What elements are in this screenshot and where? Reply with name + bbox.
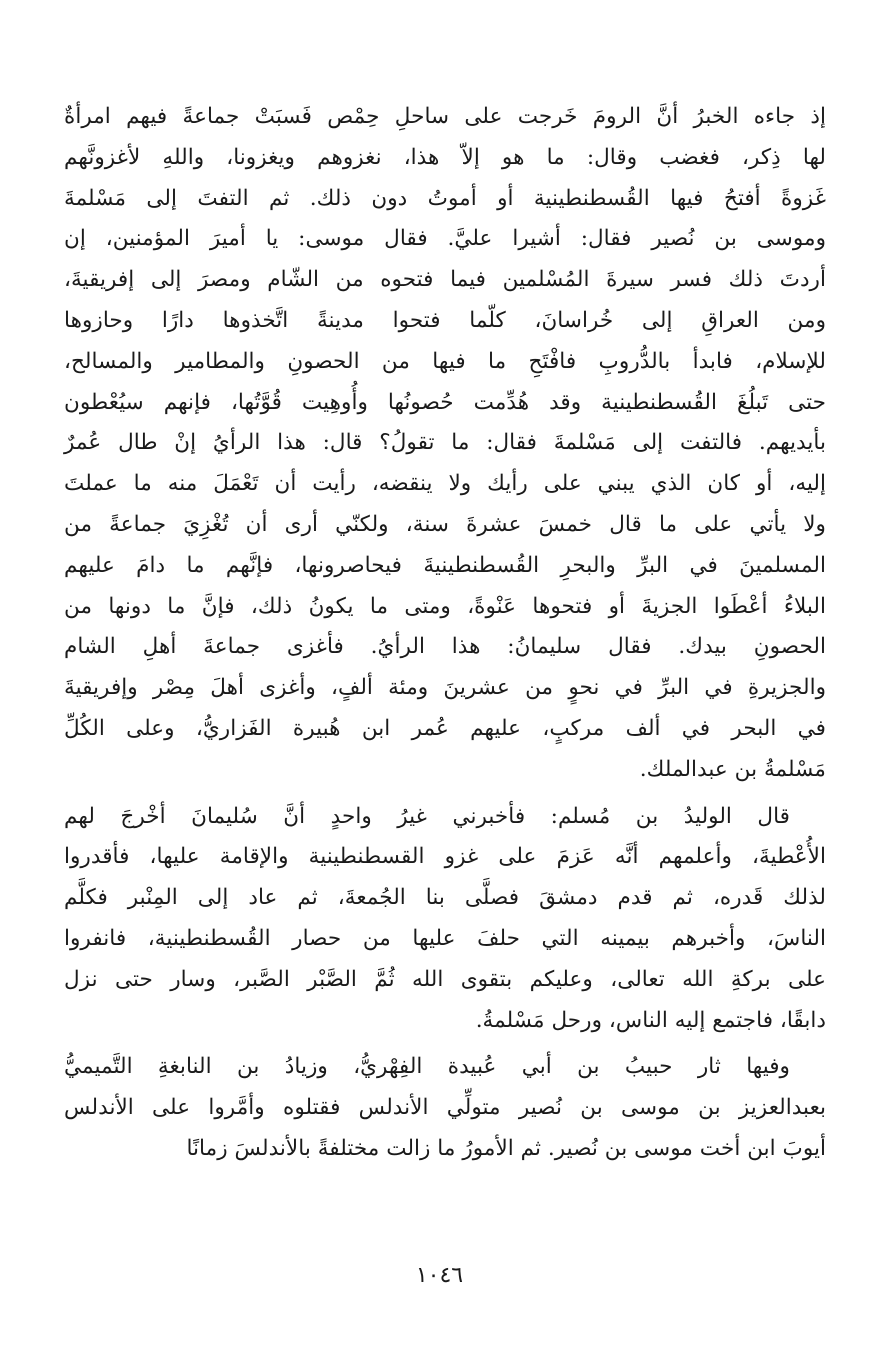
text-line: المسلمينَ في البرِّ والبحرِ القُسطنطينيةَ فيحاصرونها، فإنَّهم ما دامَ عليهم bbox=[64, 552, 826, 578]
text-line: البلاءُ أعْطَوا الجزيةَ أو فتحوها عَنْوةً، ومتى ما يكونُ ذلك، فإنَّ ما دونها من bbox=[64, 593, 826, 619]
text-line: والجزيرةِ في البرِّ في نحوٍ من عشرينَ ومئة ألفٍ، وأغزى أهلَ مِصْر وإفريقيةَ bbox=[64, 675, 826, 701]
text-line: وفيها ثار حبيبُ بن أبي عُبيدة الفِهْريُّ، وزيادُ بن النابغةِ التَّميميُّ bbox=[64, 1054, 790, 1080]
text-line: غَزوةً أفتحُ فيها القُسطنطينية أو أموتُ دون ذلك. ثم التفتَ إلى مَسْلمةَ bbox=[64, 185, 826, 211]
text-line: ومن العراقِ إلى خُراسانَ، كلّما فتحوا مدينةً اتَّخذوها دارًا وحازوها bbox=[64, 307, 826, 333]
text-line: للإسلام، فابدأ بالدُّروبِ فافْتَحِ ما فيها من الحصونِ والمطامير والمسالح، bbox=[64, 348, 826, 374]
paragraph bbox=[64, 1047, 826, 1169]
text-line: مَسْلمةُ بن عبدالملك. bbox=[639, 756, 826, 782]
paragraph bbox=[64, 97, 826, 791]
page-body-text bbox=[64, 97, 826, 1170]
text-line: وموسى بن نُصير فقال: أشيرا عليَّ. فقال موسى: يا أميرَ المؤمنين، إن bbox=[64, 226, 826, 252]
text-line: ولا يأتي على ما قال خمسَ عشرةَ سنة، ولكنّي أرى أن تُغْزِيَ جماعةً من bbox=[64, 511, 826, 537]
text-line: بعبدالعزيز بن موسى بن نُصير متولِّي الأندلس فقتلوه وأمَّروا على الأندلس bbox=[64, 1095, 826, 1121]
text-line: إذ جاءه الخبرُ أنَّ الرومَ خَرجت على ساحلِ حِمْص فَسبَتْ جماعةً فيهم امرأةٌ bbox=[64, 104, 826, 129]
text-line: الأُعْطيةَ، وأعلمهم أنَّه عَزمَ على غزو القسطنطينية والإقامة عليها، فأقدروا bbox=[64, 844, 826, 870]
text-line: في البحر في ألف مركبٍ، عليهم عُمر ابن هُبيرة الفَزاريُّ، وعلى الكُلِّ bbox=[64, 715, 826, 741]
text-line: أردتَ ذلك فسر سيرةَ المُسْلمين فيما فتحوه من الشّام ومصرَ إلى إفريقيةَ، bbox=[64, 267, 826, 293]
text-line: الناسَ، وأخبرهم بيمينه التي حلفَ عليها من حصار القُسطنطينية، فانفروا bbox=[64, 925, 826, 951]
text-line: إليه، أو كان الذي يبني على رأيك ولا ينقضه، رأيت أن تَعْمَلَ منه ما عملتَ bbox=[64, 471, 826, 497]
text-line: الحصونِ بيدك. فقال سليمانُ: هذا الرأيُ. فأغزى جماعةَ أهلِ الشام bbox=[64, 634, 826, 660]
text-line: أيوبَ ابن أخت موسى بن نُصير. ثم الأمورُ ما زالت مختلفةً بالأندلسَ زمانًا bbox=[186, 1135, 826, 1161]
text-line: لذلك قَدره، ثم قدم دمشقَ فصلَّى بنا الجُمعةَ، ثم عاد إلى المِنْبر فكلَّم bbox=[64, 885, 826, 911]
text-line: دابقًا، فاجتمع إليه الناس، ورحل مَسْلمةُ. bbox=[475, 1007, 826, 1033]
text-line: على بركةِ الله تعالى، وعليكم بتقوى الله ثُمَّ الصَّبْر الصَّبر، وسار حتى نزل bbox=[64, 966, 826, 992]
text-line: لها ذِكر، فغضب وقال: ما هو إلاّ هذا، نغزوهم ويغزونا، واللهِ لأغزونَّهم bbox=[64, 144, 826, 170]
text-line: قال الوليدُ بن مُسلم: فأخبرني غيرُ واحدٍ أنَّ سُليمانَ أخْرجَ لهم bbox=[64, 803, 790, 829]
paragraph bbox=[64, 797, 826, 1042]
page-number: ١٠٤٦ bbox=[415, 1263, 464, 1288]
text-line: بأيديهم. فالتفت إلى مَسْلمةَ فقال: ما تقولُ؟ قال: هذا الرأيُ إنْ طال عُمرٌ bbox=[64, 430, 826, 456]
text-line: حتى تَبلُغَ القُسطنطينية وقد هُدِّمت حُصونُها وأُوهِيت قُوَّتُها، فإنهم سيُعْطون bbox=[64, 389, 826, 415]
